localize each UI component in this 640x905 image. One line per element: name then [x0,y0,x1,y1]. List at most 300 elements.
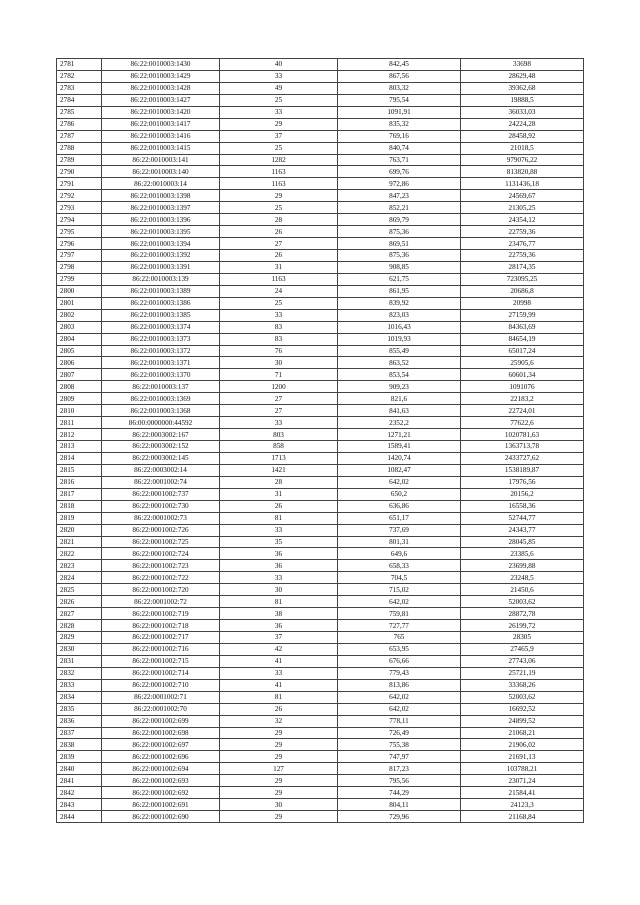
value-cell: 23385,6 [461,548,584,560]
value-cell: 16558,36 [461,500,584,512]
cadastral-number-cell: 86:22:0010003:1371 [102,357,220,369]
area-cell: 1200 [220,381,338,393]
row-number-cell: 2789 [57,154,102,166]
table-row [57,154,584,166]
row-number-cell: 2814 [57,452,102,464]
cadastral-number-cell: 86:00:0000000:44592 [102,417,220,429]
cadastral-number-cell: 86:22:0001002:694 [102,763,220,775]
rate-cell: 867,56 [338,70,461,82]
value-cell: 77622,6 [461,417,584,429]
row-number-cell: 2795 [57,226,102,238]
cadastral-number-cell: 86:22:0010003:1427 [102,94,220,106]
rate-cell: 704,5 [338,572,461,584]
row-number-cell: 2803 [57,321,102,333]
table-row [57,703,584,715]
value-cell: 65017,24 [461,345,584,357]
rate-cell: 765 [338,632,461,644]
row-number-cell: 2827 [57,608,102,620]
value-cell: 24899,52 [461,715,584,727]
value-cell: 28045,85 [461,536,584,548]
value-cell: 26199,72 [461,620,584,632]
area-cell: 76 [220,345,338,357]
row-number-cell: 2816 [57,476,102,488]
cadastral-number-cell: 86:22:0010003:141 [102,154,220,166]
cadastral-number-cell: 86:22:0001002:722 [102,572,220,584]
cadastral-number-cell: 86:22:0010003:1429 [102,70,220,82]
row-number-cell: 2824 [57,572,102,584]
value-cell: 23248,5 [461,572,584,584]
area-cell: 1163 [220,166,338,178]
row-number-cell: 2836 [57,715,102,727]
rate-cell: 650,2 [338,488,461,500]
cadastral-number-cell: 86:22:0001002:718 [102,620,220,632]
area-cell: 26 [220,250,338,262]
table-row [57,238,584,250]
table-row [57,178,584,190]
area-cell: 25 [220,142,338,154]
row-number-cell: 2821 [57,536,102,548]
row-number-cell: 2828 [57,620,102,632]
area-cell: 33 [220,309,338,321]
value-cell: 21450,6 [461,584,584,596]
row-number-cell: 2823 [57,560,102,572]
value-cell: 27743,06 [461,655,584,667]
value-cell: 21168,84 [461,811,584,823]
row-number-cell: 2826 [57,596,102,608]
cadastral-number-cell: 86:22:0001002:716 [102,643,220,655]
value-cell: 21068,21 [461,727,584,739]
table-row [57,727,584,739]
area-cell: 33 [220,106,338,118]
value-cell: 21691,13 [461,751,584,763]
area-cell: 49 [220,82,338,94]
cadastral-number-cell: 86:22:0010003:1374 [102,321,220,333]
value-cell: 28458,92 [461,130,584,142]
table-row [57,82,584,94]
row-number-cell: 2842 [57,787,102,799]
area-cell: 26 [220,500,338,512]
area-cell: 81 [220,691,338,703]
value-cell: 27159,99 [461,309,584,321]
rate-cell: 852,21 [338,202,461,214]
cadastral-number-cell: 86:22:0003002:14 [102,464,220,476]
table-row [57,739,584,751]
cadastral-number-cell: 86:22:0001002:690 [102,811,220,823]
table-row [57,572,584,584]
row-number-cell: 2790 [57,166,102,178]
table-row [57,643,584,655]
area-cell: 1163 [220,273,338,285]
row-number-cell: 2838 [57,739,102,751]
table-row [57,632,584,644]
cadastral-number-cell: 86:22:0003002:145 [102,452,220,464]
cadastral-number-cell: 86:22:0010003:1428 [102,82,220,94]
table-row [57,548,584,560]
rate-cell: 636,86 [338,500,461,512]
cadastral-number-cell: 86:22:0010003:1386 [102,297,220,309]
area-cell: 29 [220,739,338,751]
row-number-cell: 2799 [57,273,102,285]
area-cell: 31 [220,261,338,273]
area-cell: 83 [220,321,338,333]
value-cell: 16692,52 [461,703,584,715]
rate-cell: 869,51 [338,238,461,250]
table-row [57,464,584,476]
area-cell: 1282 [220,154,338,166]
area-cell: 29 [220,751,338,763]
cadastral-number-cell: 86:22:0010003:1415 [102,142,220,154]
rate-cell: 744,29 [338,787,461,799]
area-cell: 81 [220,596,338,608]
cadastral-number-cell: 86:22:0010003:139 [102,273,220,285]
value-cell: 52744,77 [461,512,584,524]
row-number-cell: 2793 [57,202,102,214]
cadastral-number-cell: 86:22:0010003:1368 [102,405,220,417]
rate-cell: 875,36 [338,226,461,238]
rate-cell: 1271,21 [338,429,461,441]
area-cell: 29 [220,775,338,787]
row-number-cell: 2798 [57,261,102,273]
rate-cell: 909,23 [338,381,461,393]
area-cell: 28 [220,476,338,488]
table-row [57,166,584,178]
cadastral-number-cell: 86:22:0010003:1369 [102,393,220,405]
rate-cell: 769,16 [338,130,461,142]
row-number-cell: 2811 [57,417,102,429]
area-cell: 29 [220,811,338,823]
area-cell: 35 [220,536,338,548]
cadastral-number-cell: 86:22:0001002:726 [102,524,220,536]
rate-cell: 653,95 [338,643,461,655]
row-number-cell: 2830 [57,643,102,655]
table-row [57,190,584,202]
table-row [57,512,584,524]
row-number-cell: 2810 [57,405,102,417]
cadastral-number-cell: 86:22:0001002:714 [102,667,220,679]
row-number-cell: 2788 [57,142,102,154]
area-cell: 41 [220,655,338,667]
value-cell: 22724,01 [461,405,584,417]
table-row [57,751,584,763]
rate-cell: 863,52 [338,357,461,369]
rate-cell: 855,49 [338,345,461,357]
cadastral-number-cell: 86:22:0001002:71 [102,691,220,703]
cadastral-number-cell: 86:22:0001002:693 [102,775,220,787]
area-cell: 38 [220,608,338,620]
table-row [57,393,584,405]
row-number-cell: 2804 [57,333,102,345]
row-number-cell: 2844 [57,811,102,823]
area-cell: 27 [220,393,338,405]
row-number-cell: 2791 [57,178,102,190]
table-row [57,441,584,453]
rate-cell: 1019,93 [338,333,461,345]
area-cell: 1421 [220,464,338,476]
rate-cell: 737,69 [338,524,461,536]
rate-cell: 1420,74 [338,452,461,464]
rate-cell: 795,56 [338,775,461,787]
value-cell: 23699,88 [461,560,584,572]
rate-cell: 699,76 [338,166,461,178]
area-cell: 30 [220,799,338,811]
value-cell: 21305,25 [461,202,584,214]
cadastral-number-cell: 86:22:0001002:699 [102,715,220,727]
value-cell: 25721,19 [461,667,584,679]
area-cell: 33 [220,667,338,679]
cadastral-number-cell: 86:22:0001002:737 [102,488,220,500]
rate-cell: 861,95 [338,285,461,297]
area-cell: 42 [220,643,338,655]
table-row [57,715,584,727]
area-cell: 33 [220,417,338,429]
area-cell: 803 [220,429,338,441]
table-row [57,763,584,775]
area-cell: 30 [220,584,338,596]
cadastral-number-cell: 86:22:0010003:1385 [102,309,220,321]
table-row [57,357,584,369]
rate-cell: 804,11 [338,799,461,811]
table-row [57,500,584,512]
value-cell: 2433727,62 [461,452,584,464]
cadastral-number-cell: 86:22:0010003:14 [102,178,220,190]
cadastral-number-cell: 86:22:0010003:1372 [102,345,220,357]
cadastral-number-cell: 86:22:0001002:73 [102,512,220,524]
rate-cell: 778,11 [338,715,461,727]
value-cell: 1363713,78 [461,441,584,453]
rate-cell: 715,02 [338,584,461,596]
cadastral-number-cell: 86:22:0001002:720 [102,584,220,596]
area-cell: 26 [220,703,338,715]
area-cell: 24 [220,285,338,297]
row-number-cell: 2837 [57,727,102,739]
row-number-cell: 2786 [57,118,102,130]
value-cell: 1131436,18 [461,178,584,190]
row-number-cell: 2831 [57,655,102,667]
cadastral-number-cell: 86:22:0010003:1420 [102,106,220,118]
table-row [57,202,584,214]
table-row [57,214,584,226]
area-cell: 31 [220,488,338,500]
rate-cell: 842,45 [338,59,461,71]
row-number-cell: 2805 [57,345,102,357]
table-row [57,596,584,608]
value-cell: 723095,25 [461,273,584,285]
table-row [57,608,584,620]
table-row [57,345,584,357]
value-cell: 39362,68 [461,82,584,94]
value-cell: 20156,2 [461,488,584,500]
row-number-cell: 2796 [57,238,102,250]
rate-cell: 642,02 [338,596,461,608]
area-cell: 36 [220,560,338,572]
cadastral-number-cell: 86:22:0001002:692 [102,787,220,799]
rate-cell: 763,71 [338,154,461,166]
row-number-cell: 2785 [57,106,102,118]
rate-cell: 755,38 [338,739,461,751]
rate-cell: 801,31 [338,536,461,548]
rate-cell: 2352,2 [338,417,461,429]
value-cell: 33698 [461,59,584,71]
value-cell: 103788,21 [461,763,584,775]
cadastral-number-cell: 86:22:0010003:1370 [102,369,220,381]
area-cell: 36 [220,548,338,560]
table-row [57,106,584,118]
rate-cell: 642,02 [338,691,461,703]
row-number-cell: 2841 [57,775,102,787]
value-cell: 24224,28 [461,118,584,130]
table-row [57,381,584,393]
cadastral-number-cell: 86:22:0001002:715 [102,655,220,667]
rate-cell: 803,32 [338,82,461,94]
rate-cell: 823,03 [338,309,461,321]
table-row [57,655,584,667]
table-row [57,59,584,71]
table-row [57,787,584,799]
table-row [57,309,584,321]
value-cell: 24343,77 [461,524,584,536]
value-cell: 24123,3 [461,799,584,811]
value-cell: 28872,78 [461,608,584,620]
area-cell: 71 [220,369,338,381]
value-cell: 17976,56 [461,476,584,488]
table-row [57,273,584,285]
row-number-cell: 2822 [57,548,102,560]
row-number-cell: 2792 [57,190,102,202]
area-cell: 37 [220,632,338,644]
value-cell: 36033,03 [461,106,584,118]
table-row [57,476,584,488]
cadastral-number-cell: 86:22:0001002:724 [102,548,220,560]
table-row [57,369,584,381]
data-table [56,58,584,823]
table-row [57,70,584,82]
area-cell: 29 [220,118,338,130]
area-cell: 27 [220,238,338,250]
value-cell: 21906,02 [461,739,584,751]
area-cell: 27 [220,405,338,417]
area-cell: 40 [220,59,338,71]
table-row [57,536,584,548]
rate-cell: 908,85 [338,261,461,273]
cadastral-number-cell: 86:22:0010003:1417 [102,118,220,130]
value-cell: 28629,48 [461,70,584,82]
rate-cell: 1589,41 [338,441,461,453]
area-cell: 33 [220,70,338,82]
row-number-cell: 2829 [57,632,102,644]
area-cell: 81 [220,512,338,524]
row-number-cell: 2809 [57,393,102,405]
cadastral-number-cell: 86:22:0010003:1391 [102,261,220,273]
table-row [57,333,584,345]
cadastral-number-cell: 86:22:0003002:167 [102,429,220,441]
value-cell: 52003,62 [461,596,584,608]
table-row [57,584,584,596]
rate-cell: 821,6 [338,393,461,405]
cadastral-number-cell: 86:22:0010003:1373 [102,333,220,345]
table-row [57,488,584,500]
row-number-cell: 2797 [57,250,102,262]
table-row [57,667,584,679]
value-cell: 22759,36 [461,226,584,238]
cadastral-number-cell: 86:22:0010003:1395 [102,226,220,238]
value-cell: 1538189,87 [461,464,584,476]
rate-cell: 676,66 [338,655,461,667]
rate-cell: 642,02 [338,703,461,715]
cadastral-number-cell: 86:22:0010003:1397 [102,202,220,214]
row-number-cell: 2806 [57,357,102,369]
cadastral-number-cell: 86:22:0001002:710 [102,679,220,691]
rate-cell: 869,79 [338,214,461,226]
table-row [57,297,584,309]
rate-cell: 839,92 [338,297,461,309]
value-cell: 84654,19 [461,333,584,345]
cadastral-number-cell: 86:22:0010003:1396 [102,214,220,226]
row-number-cell: 2801 [57,297,102,309]
area-cell: 1163 [220,178,338,190]
value-cell: 60601,34 [461,369,584,381]
table-row [57,775,584,787]
area-cell: 33 [220,572,338,584]
row-number-cell: 2817 [57,488,102,500]
cadastral-number-cell: 86:22:0001002:719 [102,608,220,620]
table-row [57,811,584,823]
rate-cell: 642,02 [338,476,461,488]
area-cell: 41 [220,679,338,691]
table-row [57,429,584,441]
rate-cell: 649,6 [338,548,461,560]
table-row [57,142,584,154]
cadastral-number-cell: 86:22:0010003:1430 [102,59,220,71]
value-cell: 27465,9 [461,643,584,655]
value-cell: 24569,67 [461,190,584,202]
area-cell: 36 [220,620,338,632]
cadastral-number-cell: 86:22:0001002:730 [102,500,220,512]
cadastral-number-cell: 86:22:0001002:74 [102,476,220,488]
table-row [57,452,584,464]
row-number-cell: 2819 [57,512,102,524]
row-number-cell: 2808 [57,381,102,393]
row-number-cell: 2818 [57,500,102,512]
rate-cell: 621,75 [338,273,461,285]
table-row [57,94,584,106]
row-number-cell: 2812 [57,429,102,441]
area-cell: 33 [220,524,338,536]
value-cell: 23476,77 [461,238,584,250]
rate-cell: 779,43 [338,667,461,679]
value-cell: 25905,6 [461,357,584,369]
table-row [57,417,584,429]
row-number-cell: 2813 [57,441,102,453]
value-cell: 20998 [461,297,584,309]
table-row [57,560,584,572]
table-row [57,620,584,632]
value-cell: 28305 [461,632,584,644]
rate-cell: 841,63 [338,405,461,417]
cadastral-number-cell: 86:22:0010003:1398 [102,190,220,202]
rate-cell: 658,33 [338,560,461,572]
value-cell: 21018,5 [461,142,584,154]
rate-cell: 726,49 [338,727,461,739]
cadastral-number-cell: 86:22:0010003:137 [102,381,220,393]
value-cell: 813820,88 [461,166,584,178]
rate-cell: 835,32 [338,118,461,130]
rate-cell: 813,86 [338,679,461,691]
value-cell: 24354,12 [461,214,584,226]
rate-cell: 747,97 [338,751,461,763]
row-number-cell: 2832 [57,667,102,679]
cadastral-number-cell: 86:22:0010003:140 [102,166,220,178]
area-cell: 32 [220,715,338,727]
